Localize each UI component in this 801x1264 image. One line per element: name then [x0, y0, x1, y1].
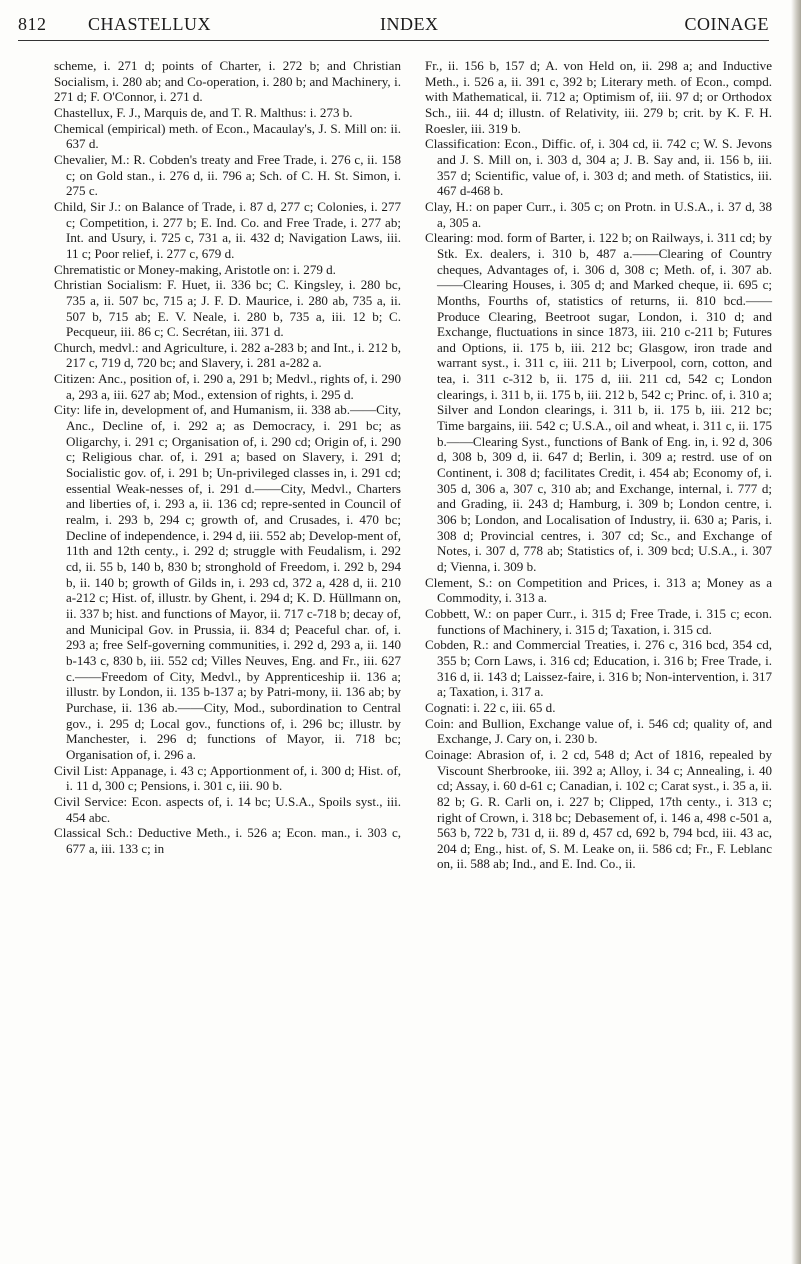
- index-entry: City: life in, development of, and Humanism, ii. 338 ab.——City, Anc., Decline of, i. 292 a; as Democracy, i. 291 bc; as Oligarchy, i. 291 c; Organisation of, i. 290 cd; Origin of, i. 290 c; Religious char. of, i. 291 a; based on Slavery, i. 291 d; Socialistic gov. of, i. 291 b; Un-privileged classes in, i. 291 cd; essential Weak-nesses of, i. 291 d.——City, Medvl., Charters and liberties of, i. 293 a, ii. 136 cd; repre-sented in Council of realm, i. 293 b, 294 c; growth of, and Crusades, i. 470 bc; Decline of independence, i. 294 d, iii. 552 ab; Develop-ment of, 11th and 12th centy., i. 292 d; struggle with Feudalism, i. 292 cd, ii. 55 b, 140 b, 830 b; stronghold of Freedom, i. 292 b, 294 b, ii. 140 b; growth of Gilds in, i. 293 cd, 372 a, 428 d, ii. 210 a-212 c; Hist. of, illustr. by Ghent, i. 294 d; K. D. Hüllmann on, ii. 337 b; hist. and functions of Mayor, ii. 717 c-718 b; decay of, and Municipal Gov. in Prussia, ii. 834 d; Peaceful char. of, i. 293 a; free Self-governing communities, i. 292 d, 293 a, ii. 140 b-143 c, 830 b, iii. 552 cd; Villes Neuves, Eng. and Fr., iii. 627 c.——Freedom of City, Medvl., by Apprenticeship ii. 136 a; illustr. by London, ii. 135 b-137 a; by Patri-mony, ii. 136 ab; by Purchase, ii. 136 ab.——City, Mod., subordination to Central gov., i. 295 d; Local gov., functions of, i. 296 bc; illustr. by Manchester, i. 296 d; functions of Mayor, ii. 718 bc; Organisation of, i. 296 a.: [54, 402, 402, 762]
- index-entry: Civil Service: Econ. aspects of, i. 14 bc; U.S.A., Spoils syst., iii. 454 abc.: [54, 793, 401, 825]
- index-entry: Clearing: mod. form of Barter, i. 122 b; on Railways, i. 311 cd; by Stk. Ex. dealers, i. 310 b, 487 a.——Clearing of Country cheques, Advantages of, i. 306 d, 308 c; Meth. of, i. 307 ab.——Clearing Houses, i. 305 d; and Marked cheque, ii. 695 c; Months, Fourths of, statistics of returns, ii. 810 bcd.——Produce Clearing, Beetroot sugar, London, i. 310 d; and Exchange, fluctuations in since 1873, iii. 210 c-211 b; Futures and Options, ii. 175 b, iii. 212 bc; Glasgow, iron trade and warrant syst., i. 311 c, iii. 211 b; Liverpool, corn, cotton, and tea, i. 311 c-312 b, ii. 175 d, iii. 211 cd, 542 c; London clearings, i. 311 b, ii. 175 b, iii. 212 b, 542 c; Princ. of, i. 310 a; Silver and London clearings, i. 311 b, ii. 175 b, iii. 212 bc; Time bargains, iii. 542 c; U.S.A., oil and wheat, i. 311 c, ii. 175 b.——Clearing Syst., functions of Bank of Eng. in, i. 92 d, 306 d, 308 b, 309 d, ii. 647 d; Berlin, i. 309 a; restrd. use of on Continent, i. 308 d; facilitates Credit, i. 454 ab; Economy of, i. 305 d, 306 a, 307 c, 310 ab; and Exchange, internal, i. 777 d; and Grading, ii. 243 d; Hamburg, i. 309 b; London centre, i. 306 b; London, and Localisation of Industry, ii. 630 a; Paris, i. 308 d; Provincial centres, i. 307 cd; Sc., and Exchange of Notes, i. 307 d, 778 ab; Statistics of, i. 309 bcd; U.S.A., i. 307 d; Vienna, i. 309 b.: [425, 230, 772, 574]
- page-number: 812: [18, 14, 47, 34]
- index-entry: Coin: and Bullion, Exchange value of, i. 546 cd; quality of, and Exchange, J. Cary on, i. 230 b.: [425, 715, 772, 747]
- index-entry: Chastellux, F. J., Marquis de, and T. R. Malthus: i. 273 b.: [54, 104, 353, 120]
- index-entry: Coinage: Abrasion of, i. 2 cd, 548 d; Act of 1816, repealed by Viscount Sherbrooke, iii. 392 a; Alloy, i. 34 c; Annealing, i. 40 cd; Assay, i. 60 d-61 c; Canadian, i. 102 c; Carat syst., i. 35 a, ii. 82 b; G. R. Carli on, i. 227 b; Clipped, 17th centy., i. 313 c; right of Crown, i. 318 bc; Debasement of, i. 146 a, 498 c-501 a, 563 b, 722 b, 731 d, ii. 89 d, 457 cd, 692 b, 794 bcd, iii. 43 ac, 204 d; Eng., hist. of, S. M. Leake on, ii. 586 cd; Fr., F. Leblanc on, ii. 588 ab; Ind., and E. Ind. Co., ii.: [425, 746, 772, 872]
- index-entry: Christian Socialism: F. Huet, ii. 336 bc; C. Kingsley, i. 280 bc, 735 a, ii. 507 bc, 715 a; J. F. D. Maurice, i. 280 ab, 735 a, ii. 507 b, 715 ab; E. V. Neale, i. 280 b, 735 a, iii. 12 b; C. Pecqueur, iii. 86 c; C. Secrétan, iii. 371 d.: [54, 277, 401, 340]
- index-entry: Child, Sir J.: on Balance of Trade, i. 87 d, 277 c; Colonies, i. 277 c; Competition, i. 277 b; E. Ind. Co. and Free Trade, i. 277 ab; Int. and Usury, i. 725 c, 731 a, ii. 432 d; Navigation Laws, iii. 11 c; Poor relief, i. 277 c, 679 d.: [54, 198, 401, 261]
- page-edge-shadow: [791, 0, 801, 1264]
- index-entry: Classical Sch.: Deductive Meth., i. 526 a; Econ. man., i. 303 c, 677 a, iii. 133 c; in: [54, 825, 401, 856]
- index-entry: Classification: Econ., Diffic. of, i. 304 cd, ii. 742 c; W. S. Jevons and J. S. Mill on, i. 303 d, 304 a; J. B. Say and, ii. 156 b, iii. 357 d; Scientific, value of, i. 303 d; and meth. of Statistics, iii. 467 d-468 b.: [425, 136, 772, 199]
- index-entry: Chemical (empirical) meth. of Econ., Macaulay's, J. S. Mill on: ii. 637 d.: [54, 120, 401, 152]
- index-entry: Cobbett, W.: on paper Curr., i. 315 d; Free Trade, i. 315 c; econ. functions of Machinery, i. 315 d; Taxation, i. 315 cd.: [425, 605, 772, 637]
- index-entry: Clay, H.: on paper Curr., i. 305 c; on Protn. in U.S.A., i. 37 d, 38 a, 305 a.: [425, 198, 772, 230]
- left-column: [54, 58, 401, 872]
- index-entry: Chevalier, M.: R. Cobden's treaty and Free Trade, i. 276 c, ii. 158 c; on Gold stan., i. 276 d, ii. 796 a; Sch. of C. H. St. Simon, i. 275 c.: [54, 151, 401, 199]
- index-columns: [54, 58, 772, 872]
- index-entry: Citizen: Anc., position of, i. 290 a, 291 b; Medvl., rights of, i. 290 a, 293 a, iii. 627 ab; Mod., extension of rights, i. 295 d.: [54, 371, 401, 402]
- right-guide-word: COINAGE: [684, 14, 769, 34]
- left-guide-word: CHASTELLUX: [88, 14, 211, 34]
- index-entry: Fr., ii. 156 b, 157 d; A. von Held on, ii. 298 a; and Inductive Meth., i. 526 a, ii. 391 c, 392 b; Literary meth. of Econ., compd. with Mathematical, ii. 712 a; Optimism of, iii. 97 d; or Orthodox Sch., iii. 44 d; illustn. of Relativity, iii. 279 b; crit. by K. F. H. Roesler, iii. 319 b.: [425, 58, 772, 136]
- index-entry: Chrematistic or Money-making, Aristotle on: i. 279 d.: [54, 261, 336, 277]
- index-entry: Church, medvl.: and Agriculture, i. 282 a-283 b; and Int., i. 212 b, 217 c, 719 d, 720 bc; and Slavery, i. 281 a-282 a.: [54, 339, 401, 371]
- index-entry: Cognati: i. 22 c, iii. 65 d.: [425, 699, 556, 715]
- index-entry: Clement, S.: on Competition and Prices, i. 313 a; Money as a Commodity, i. 313 a.: [425, 574, 772, 606]
- section-title: INDEX: [380, 14, 439, 34]
- index-entry: Civil List: Appanage, i. 43 c; Apportionment of, i. 300 d; Hist. of, i. 11 d, 300 c; Pensions, i. 301 c, iii. 90 b.: [54, 762, 401, 794]
- index-entry: Cobden, R.: and Commercial Treaties, i. 276 c, 316 bcd, 354 cd, 355 b; Corn Laws, i. 316 cd; Education, i. 316 b; Free Trade, i. 316 d, ii. 143 d; Laissez-faire, i. 316 b; Non-intervention, i. 317 a; Taxation, i. 317 a.: [425, 637, 772, 700]
- right-column: [425, 58, 772, 872]
- index-entry: scheme, i. 271 d; points of Charter, i. 272 b; and Christian Socialism, i. 280 ab; and Co-operation, i. 280 b; and Machinery, i. 271 d; F. O'Connor, i. 271 d.: [54, 58, 401, 105]
- running-header: [18, 14, 769, 41]
